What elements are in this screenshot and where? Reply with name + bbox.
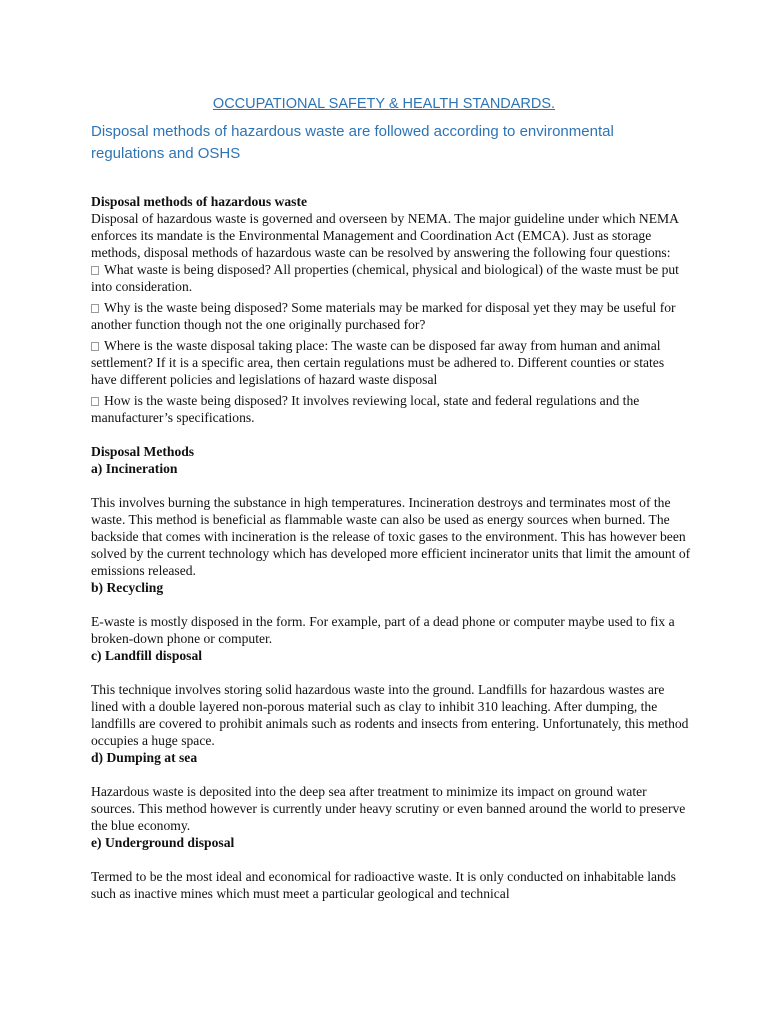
method-label: d) Dumping at sea	[91, 750, 198, 765]
bullet-box-icon	[91, 397, 99, 406]
bullet-box-icon	[91, 342, 99, 351]
method-text: This involves burning the substance in high temperatures. Incineration destroys and terminates most of the waste. This method is beneficial as flammable waste can also be used as energy sources when burned. The backside that comes with incineration is the release of toxic gases to the environment. This has however been solved by the current technology which has developed more efficient incinerator units that limit the amount of emissions released.	[91, 495, 691, 578]
method-label: b) Recycling	[91, 580, 164, 595]
bullet-item	[91, 392, 691, 426]
methods-heading: Disposal Methods	[91, 444, 195, 459]
bullet-item	[91, 337, 691, 388]
bullet-text: Where is the waste disposal taking place: The waste can be disposed far away from human and animal settlement? If it is a specific area, then certain regulations must be adhered to. Different counties or states have different policies and legislations of hazard waste disposal	[91, 338, 665, 387]
bullet-item	[91, 261, 691, 295]
intro-heading: Disposal methods of hazardous waste	[91, 194, 308, 209]
bullet-text: Why is the waste being disposed? Some materials may be marked for disposal yet they may be useful for another function though not the one originally purchased for?	[91, 300, 676, 332]
bullet-box-icon	[91, 304, 99, 313]
method-text: Termed to be the most ideal and economical for radioactive waste. It is only conducted on inhabitable lands such as inactive mines which must meet a particular geological and technical	[91, 869, 676, 901]
bullet-text: How is the waste being disposed? It involves reviewing local, state and federal regulations and the manufacturer’s specifications.	[91, 393, 640, 425]
document-body	[91, 193, 691, 902]
document-subtitle: Disposal methods of hazardous waste are followed according to environmental regulations and OSHS	[91, 123, 614, 162]
bullet-box-icon	[91, 266, 99, 275]
method-text: E-waste is mostly disposed in the form. For example, part of a dead phone or computer maybe used to fix a broken-down phone or computer.	[91, 614, 675, 646]
document-title: OCCUPATIONAL SAFETY & HEALTH STANDARDS.	[212, 96, 556, 112]
intro-paragraph: Disposal of hazardous waste is governed and overseen by NEMA. The major guideline under which NEMA enforces its mandate is the Environmental Management and Coordination Act (EMCA). Just as storage methods, disposal methods of hazardous waste can be resolved by answering the following four questions:	[91, 211, 679, 260]
bullet-text: What waste is being disposed? All properties (chemical, physical and biological) of the waste must be put into consideration.	[91, 262, 679, 294]
method-text: Hazardous waste is deposited into the deep sea after treatment to minimize its impact on ground water sources. This method however is currently under heavy scrutiny or even banned around the world to preserve the blue economy.	[91, 784, 686, 833]
method-text: This technique involves storing solid hazardous waste into the ground. Landfills for hazardous wastes are lined with a double layered non-porous material such as clay to inhibit 310 leaching. After dumping, the landfills are covered to prohibit animals such as rodents and insects from entering. Unfortunately, this method occupies a huge space.	[91, 682, 689, 748]
method-label: c) Landfill disposal	[91, 648, 203, 663]
method-label: a) Incineration	[91, 461, 178, 476]
bullet-item	[91, 299, 691, 333]
method-label: e) Underground disposal	[91, 835, 235, 850]
